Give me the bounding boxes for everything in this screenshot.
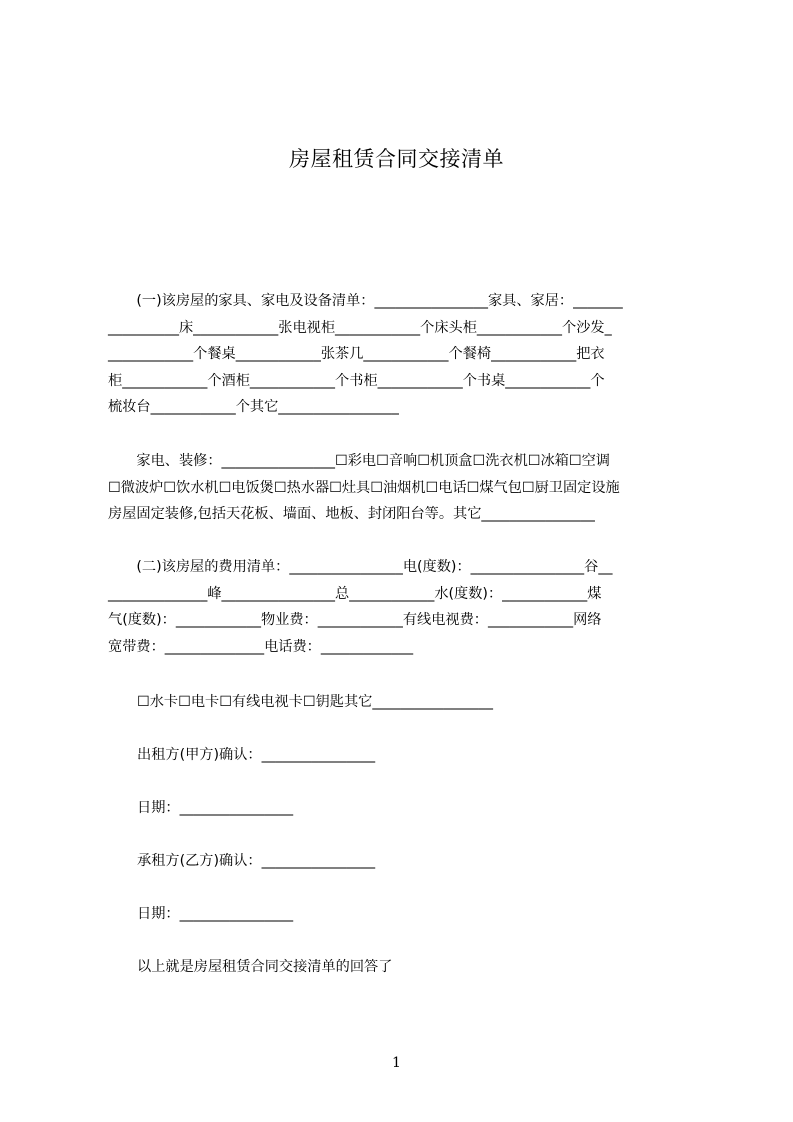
lessee-confirm-line: 承租方(乙方)确认：________________ — [137, 853, 376, 869]
text-line: (一)该房屋的家具、家电及设备清单：________________家具、家居：_______ — [108, 293, 623, 309]
fees-paragraph — [108, 554, 700, 660]
text-line: 宽带费：______________电话费：_____________ — [108, 638, 414, 655]
closing-line: 以上就是房屋租赁合同交接清单的回答了 — [137, 959, 393, 975]
date-line: 日期：________________ — [137, 906, 294, 922]
date-line: 日期：________________ — [137, 800, 294, 816]
furniture-list-paragraph — [108, 288, 700, 421]
text-line: 梳妆台____________个其它_________________ — [108, 399, 399, 415]
text-line: 房屋固定装修,包括天花板、墙面、地板、封闭阳台等。其它________________ — [108, 506, 595, 522]
text-line: 家电、装修：________________☐彩电☐音响☐机顶盒☐洗衣机☐冰箱☐空调 — [108, 453, 610, 469]
text-line: __________床____________张电视柜____________个床头柜____________个沙发_ — [108, 319, 612, 336]
text-line: 气(度数)：____________物业费：____________有线电视费：____________网络 — [108, 612, 602, 628]
page-number: 1 — [392, 1055, 401, 1071]
lessor-confirm-line: 出租方(甲方)确认：________________ — [137, 747, 376, 763]
text-line: ☐微波炉☐饮水机☐电饭煲☐热水器☐灶具☐油烟机☐电话☐煤气包☐厨卫固定设施 — [108, 479, 620, 496]
text-line: ______________峰________________总____________水(度数)：____________煤 — [108, 585, 602, 602]
text-line: 柜____________个酒柜____________个书柜____________个书桌____________个 — [108, 372, 605, 389]
appliances-paragraph — [108, 448, 700, 528]
keys-checklist-line: ☐水卡☐电卡☐有线电视卡☐钥匙其它_________________ — [137, 694, 493, 710]
text-line: ____________个餐桌____________张茶几____________个餐椅____________把衣 — [108, 346, 605, 362]
text-line: (二)该房屋的费用清单：________________电(度数)：________________谷__ — [108, 559, 613, 575]
document-title: 房屋租赁合同交接清单 — [289, 147, 504, 171]
